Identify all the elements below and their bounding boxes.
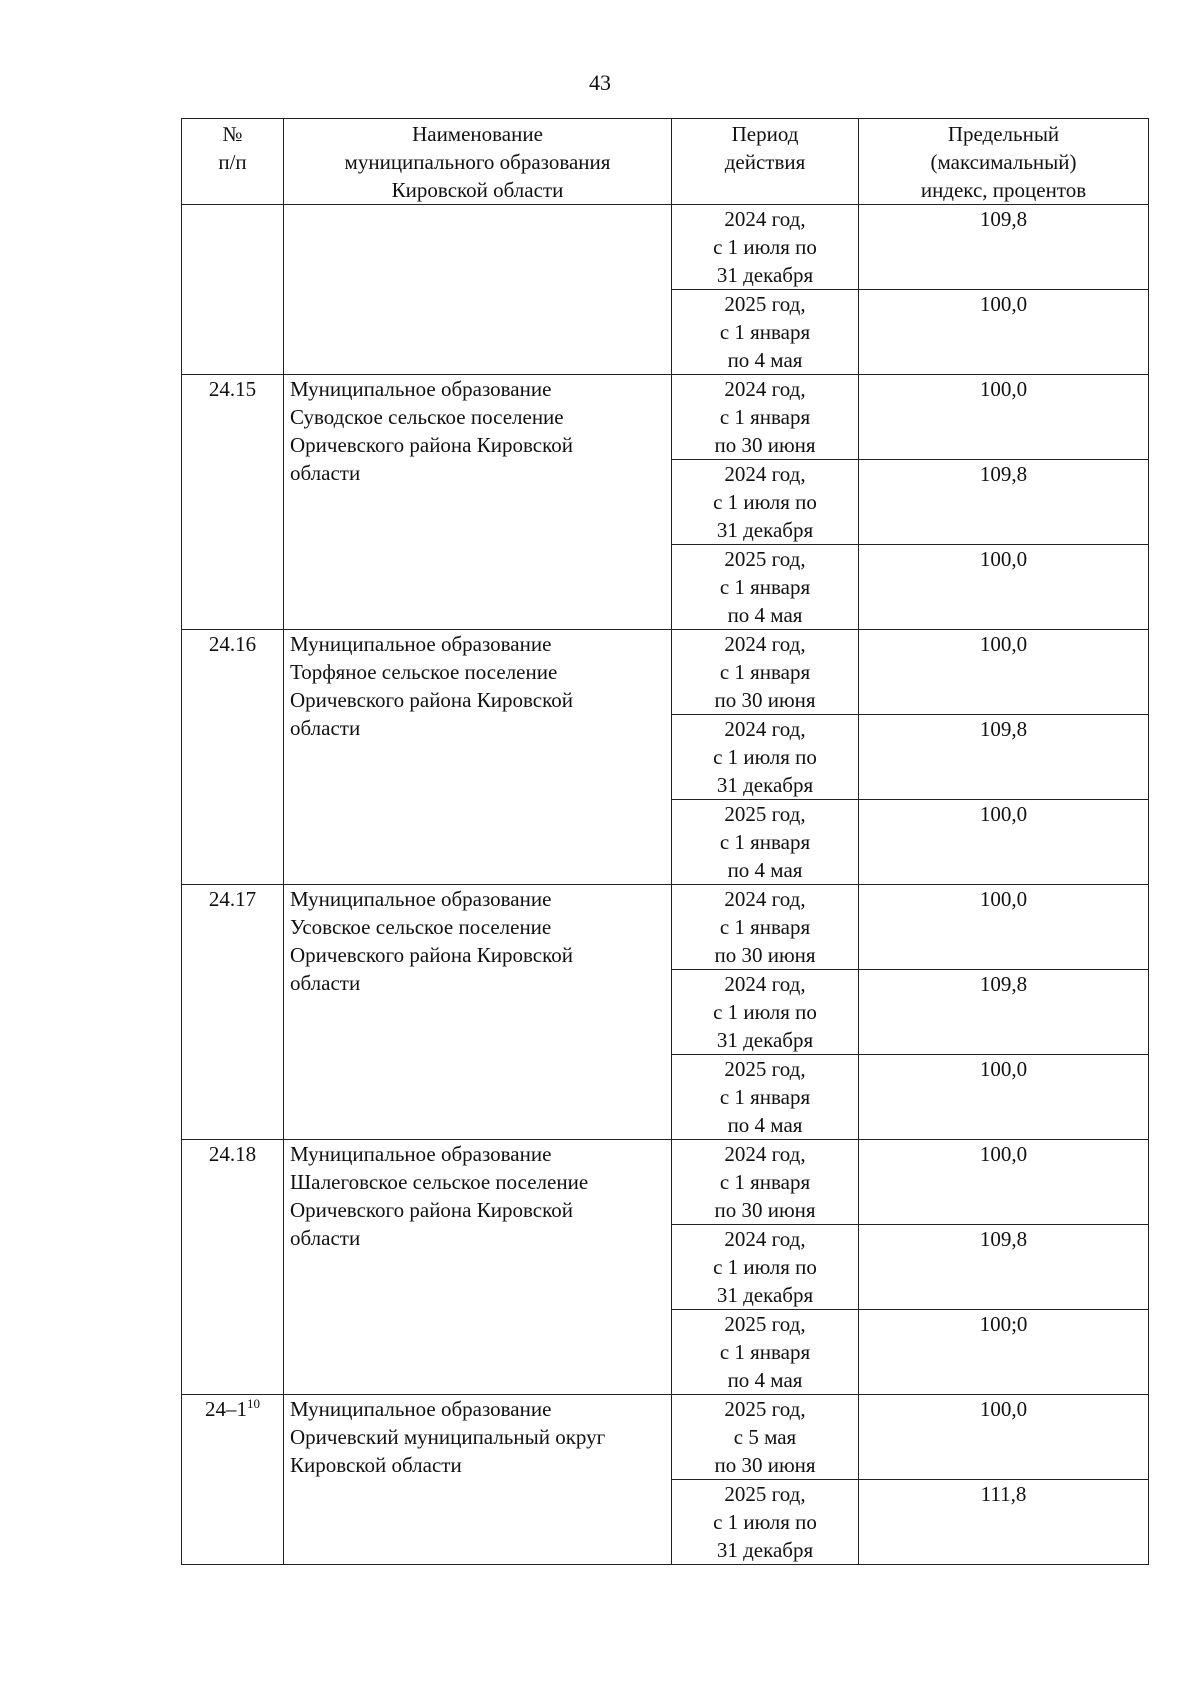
index-value: 100,0: [859, 630, 1149, 715]
period-cell: 2024 год, с 1 июля по 31 декабря: [672, 1225, 859, 1310]
municipality-name-cell: [284, 205, 672, 375]
period-cell: 2025 год, с 1 января по 4 мая: [672, 1055, 859, 1140]
row-number: 24.18: [208, 1142, 257, 1166]
table-row: [182, 1140, 1149, 1225]
period-cell: 2025 год, с 5 мая по 30 июня: [672, 1395, 859, 1480]
index-value: 100,0: [859, 1055, 1149, 1140]
index-value: 100,0: [859, 1140, 1149, 1225]
row-number-cell: [182, 1140, 284, 1395]
index-value: 109,8: [859, 1225, 1149, 1310]
municipality-name-cell: Муниципальное образование Шалеговское сельское поселение Оричевского района Кировской области: [284, 1140, 672, 1395]
index-value: 100,0: [859, 545, 1149, 630]
table-row: [182, 1395, 1149, 1480]
row-number-cell: [182, 885, 284, 1140]
municipality-name-cell: Муниципальное образование Торфяное сельское поселение Оричевского района Кировской области: [284, 630, 672, 885]
period-cell: 2024 год, с 1 января по 30 июня: [672, 1140, 859, 1225]
period-cell: 2024 год, с 1 июля по 31 декабря: [672, 460, 859, 545]
page-number: 43: [589, 70, 611, 95]
index-value: 100,0: [859, 800, 1149, 885]
index-value: 109,8: [859, 970, 1149, 1055]
row-number: 24–1: [205, 1397, 247, 1421]
period-cell: 2024 год, с 1 января по 30 июня: [672, 885, 859, 970]
table-row: [182, 375, 1149, 460]
index-value: 100,0: [859, 885, 1149, 970]
index-value: 109,8: [859, 205, 1149, 290]
row-number-cell: [182, 205, 284, 375]
period-cell: 2025 год, с 1 июля по 31 декабря: [672, 1480, 859, 1565]
period-cell: 2025 год, с 1 января по 4 мая: [672, 1310, 859, 1395]
row-number: 24.15: [208, 377, 257, 401]
period-cell: 2024 год, с 1 января по 30 июня: [672, 630, 859, 715]
period-cell: 2025 год, с 1 января по 4 мая: [672, 545, 859, 630]
table-row: [182, 885, 1149, 970]
table-header-row: [182, 119, 1149, 205]
row-number-cell: [182, 375, 284, 630]
index-value: 100,0: [859, 375, 1149, 460]
period-cell: 2024 год, с 1 июля по 31 декабря: [672, 205, 859, 290]
municipality-name-cell: Муниципальное образование Оричевский муниципальный округ Кировской области: [284, 1395, 672, 1565]
period-cell: 2025 год, с 1 января по 4 мая: [672, 290, 859, 375]
header-number: № п/п: [182, 119, 284, 205]
index-value: 109,8: [859, 460, 1149, 545]
index-value: 100,0: [859, 290, 1149, 375]
row-number-cell: [182, 1395, 284, 1565]
municipality-name-cell: Муниципальное образование Суводское сельское поселение Оричевского района Кировской области: [284, 375, 672, 630]
row-number-cell: [182, 630, 284, 885]
municipality-name-cell: Муниципальное образование Усовское сельское поселение Оричевского района Кировской области: [284, 885, 672, 1140]
footnote-ref: 10: [247, 1396, 260, 1411]
table-row: [182, 630, 1149, 715]
period-cell: 2024 год, с 1 июля по 31 декабря: [672, 715, 859, 800]
index-value: 100;0: [859, 1310, 1149, 1395]
table-body: [182, 205, 1149, 1565]
table-row: [182, 205, 1149, 290]
header-municipality: Наименование муниципального образования Кировской области: [284, 119, 672, 205]
index-value: 111,8: [859, 1480, 1149, 1565]
tariff-index-table: [181, 118, 1149, 1565]
period-cell: 2024 год, с 1 июля по 31 декабря: [672, 970, 859, 1055]
row-number: 24.16: [208, 632, 257, 656]
header-index: Предельный (максимальный) индекс, процентов: [859, 119, 1149, 205]
period-cell: 2024 год, с 1 января по 30 июня: [672, 375, 859, 460]
period-cell: 2025 год, с 1 января по 4 мая: [672, 800, 859, 885]
index-value: 100,0: [859, 1395, 1149, 1480]
row-number: 24.17: [208, 887, 257, 911]
header-period: Период действия: [672, 119, 859, 205]
index-value: 109,8: [859, 715, 1149, 800]
